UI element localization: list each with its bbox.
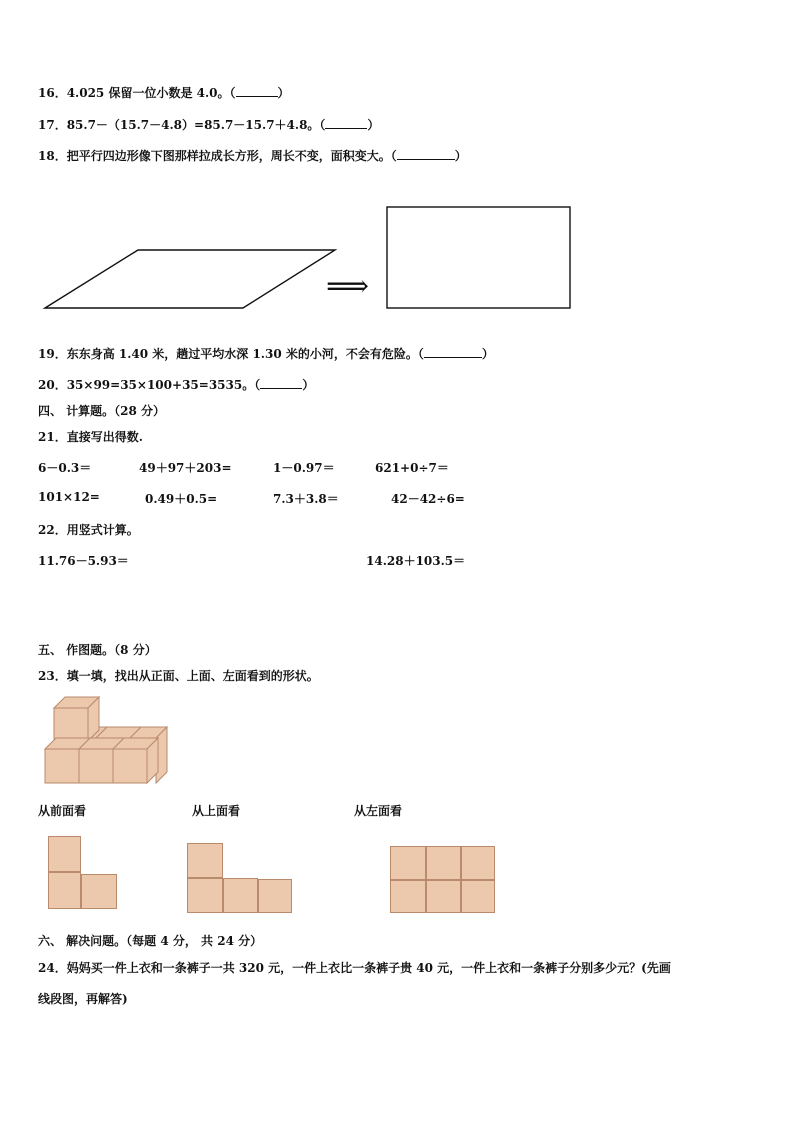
calc-item: 6－0.3＝ <box>38 461 92 475</box>
paren-close: ） <box>481 347 494 361</box>
view-square <box>390 880 426 913</box>
calc-item: 621+0÷7＝ <box>375 461 449 475</box>
view-square <box>426 880 461 913</box>
question-16-text: 16．4.025 保留一位小数是 4.0。（ <box>38 86 236 100</box>
paren-close: ） <box>454 149 467 163</box>
view-square <box>223 878 258 913</box>
question-19-text: 19．东东身高 1.40 米，趟过平均水深 1.30 米的小河，不会有危险。（ <box>38 347 424 361</box>
right-arrow-icon: ⟹ <box>326 269 370 304</box>
vertical-calc-item: 11.76－5.93＝ <box>38 554 129 568</box>
question-17-text: 17．85.7－（15.7－4.8）=85.7－15.7＋4.8。（ <box>38 118 326 132</box>
calc-item: 1－0.97＝ <box>273 461 335 475</box>
question-22: 22．用竖式计算。 <box>38 523 139 537</box>
view-square <box>426 846 461 880</box>
calc-item: 42－42÷6= <box>391 492 465 506</box>
paren-close: ） <box>367 118 380 132</box>
view-label-left: 从左面看 <box>354 804 403 818</box>
paren-close: ） <box>277 86 290 100</box>
view-square <box>461 880 495 913</box>
view-square <box>390 846 426 880</box>
section-5-heading: 五、 作图题。（8 分） <box>38 643 157 657</box>
view-square <box>48 872 81 909</box>
section-4-heading: 四、 计算题。（28 分） <box>38 404 166 418</box>
question-23: 23．填一填，找出从正面、上面、左面看到的形状。 <box>38 669 319 683</box>
vertical-calc-item: 14.28＋103.5＝ <box>366 554 466 568</box>
section-6-heading: 六、 解决问题。（每题 4 分， 共 24 分） <box>38 934 263 948</box>
calc-item: 7.3＋3.8＝ <box>273 492 339 506</box>
calc-item: 49＋97＋203= <box>139 461 232 475</box>
calc-item: 101×12= <box>38 490 100 504</box>
view-label-front: 从前面看 <box>38 804 87 818</box>
view-square <box>461 846 495 880</box>
view-square <box>258 879 292 913</box>
view-square <box>187 878 223 913</box>
question-18-text: 18．把平行四边形像下图那样拉成长方形，周长不变，面积变大。（ <box>38 149 397 163</box>
paren-close: ） <box>302 378 315 392</box>
question-21: 21．直接写出得数. <box>38 430 143 444</box>
view-label-top: 从上面看 <box>192 804 241 818</box>
question-20-text: 20．35×99=35×100+35=3535。（ <box>38 378 261 392</box>
calc-item: 0.49＋0.5= <box>145 492 218 506</box>
question-24-line-2: 线段图，再解答) <box>38 992 128 1006</box>
question-24-line-1: 24．妈妈买一件上衣和一条裤子一共 320 元，一件上衣比一条裤子贵 40 元，一件上衣和一条裤子分别多少元？(先画 <box>38 961 671 975</box>
view-square <box>81 874 117 909</box>
view-square <box>187 843 223 878</box>
view-square <box>48 836 81 872</box>
